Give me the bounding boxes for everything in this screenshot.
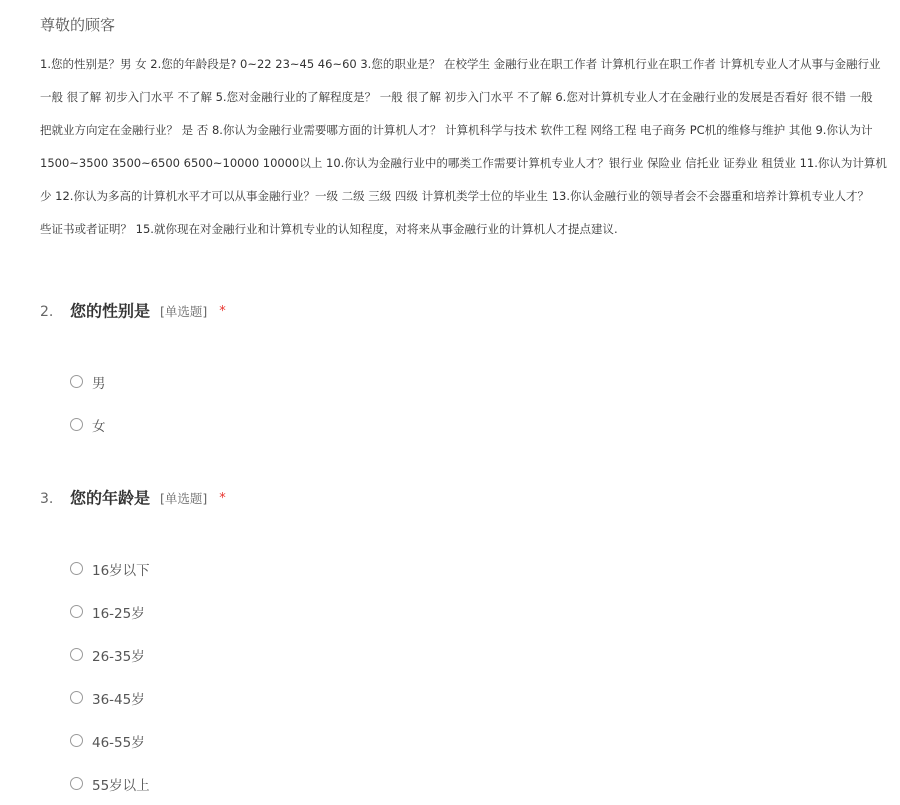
question-age <box>40 486 900 794</box>
question-title: 您的性别是 <box>70 301 151 321</box>
option-label: 男 <box>92 375 106 392</box>
intro-line: 1.您的性别是？男 女 2.您的年龄段是? 0~22 23~45 46~60 3.您的职业是？ 在校学生 金融行业在职工作者 计算机行业在职工作者 计算机专业人才从事与金融行业 <box>40 57 881 71</box>
intro-line: 少 12.你认为多高的计算机水平才可以从事金融行业？一级 二级 三级 四级 计算机类学士位的毕业生 13.你认金融行业的领导者会不会器重和培养计算机专业人才？ <box>40 189 870 203</box>
option-age-46-55[interactable] <box>70 719 470 762</box>
option-age-36-45[interactable] <box>70 676 470 719</box>
intro-line: 一般 很了解 初步入门水平 不了解 5.您对金融行业的了解程度是？ 一般 很了解 初步入门水平 不了解 6.您对计算机专业人才在金融行业的发展是否看好 很不错 一般 <box>40 90 873 104</box>
option-age-under-16[interactable] <box>70 547 470 590</box>
radio-button[interactable] <box>70 734 83 747</box>
option-label: 46-55岁 <box>92 734 145 751</box>
option-label: 16岁以下 <box>92 562 150 579</box>
option-age-26-35[interactable] <box>70 633 470 676</box>
option-list <box>70 360 470 446</box>
option-list <box>70 547 470 805</box>
intro-line: 1500~3500 3500~6500 6500~10000 10000以上 10.你认为金融行业中的哪类工作需要计算机专业人才？银行业 保险业 信托业 证券业 租赁业 11.你认为计算机 <box>40 156 887 170</box>
question-gender <box>40 299 900 435</box>
required-marker: * <box>219 303 226 319</box>
required-marker: * <box>219 490 226 506</box>
option-label: 36-45岁 <box>92 691 145 708</box>
question-type-label: [单选题] <box>160 490 208 506</box>
radio-button[interactable] <box>70 418 83 431</box>
question-number: 3. <box>40 490 54 507</box>
option-label: 55岁以上 <box>92 777 150 794</box>
option-age-over-55[interactable] <box>70 762 470 805</box>
intro-title: 尊敬的顾客 <box>40 16 116 34</box>
question-header <box>40 299 900 323</box>
radio-button[interactable] <box>70 691 83 704</box>
question-title: 您的年龄是 <box>70 488 151 508</box>
intro-line: 把就业方向定在金融行业？ 是 否 8.你认为金融行业需要哪方面的计算机人才？ 计算机科学与技术 软件工程 网络工程 电子商务 PC机的维修与维护 其他 9.你认为计 <box>40 123 873 137</box>
option-male[interactable] <box>70 360 470 403</box>
radio-button[interactable] <box>70 777 83 790</box>
question-number: 2. <box>40 303 54 320</box>
radio-button[interactable] <box>70 375 83 388</box>
intro-line: 些证书或者证明？ 15.就你现在对金融行业和计算机专业的认知程度，对将来从事金融行业的计算机人才提点建议. <box>40 222 618 236</box>
option-age-16-25[interactable] <box>70 590 470 633</box>
option-label: 16-25岁 <box>92 605 145 622</box>
question-type-label: [单选题] <box>160 303 208 319</box>
radio-button[interactable] <box>70 648 83 661</box>
question-header <box>40 486 900 510</box>
option-label: 女 <box>92 418 106 435</box>
option-female[interactable] <box>70 403 470 446</box>
intro-body <box>40 48 900 246</box>
option-label: 26-35岁 <box>92 648 145 665</box>
radio-button[interactable] <box>70 605 83 618</box>
radio-button[interactable] <box>70 562 83 575</box>
